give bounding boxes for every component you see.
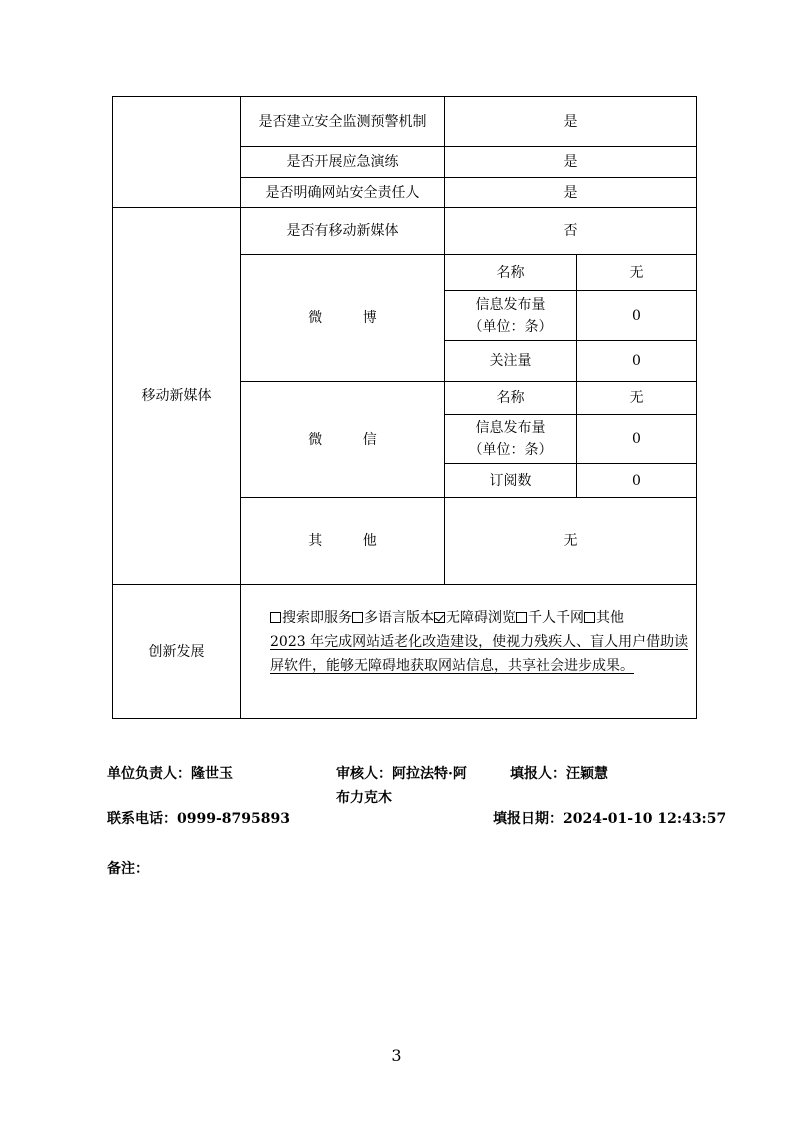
wechat-post-count-label: 信息发布量 （单位：条）	[468, 420, 553, 458]
multilingual-checkbox[interactable]	[352, 612, 363, 623]
remark-label: 备注：	[107, 861, 149, 877]
innovation-description: 2023 年完成网站适老化改造建设，使视力残疾人、盲人用户借助读屏软件，能够无障碍地获取网站信息，共享社会进步成果。	[270, 634, 689, 674]
weibo-post-count-label: 信息发布量 （单位：条）	[468, 296, 553, 335]
innovation-label: 创新发展	[148, 643, 205, 660]
wechat-name-value: 无	[629, 390, 644, 406]
weibo-followers-label: 关注量	[489, 353, 532, 369]
filler: 填报人：汪颖慧	[510, 766, 608, 782]
wechat-subscribers-label: 订阅数	[489, 472, 532, 489]
contact-phone: 联系电话：0999-8795893	[107, 811, 290, 827]
other-option-label: 其他	[596, 610, 624, 626]
security-owner-label: 是否明确网站安全责任人	[265, 184, 420, 201]
wechat-name-label: 名称	[496, 390, 525, 406]
emergency-drill-label: 是否开展应急演练	[286, 154, 399, 170]
wechat-subscribers-value: 0	[632, 472, 641, 489]
personalized-checkbox[interactable]	[516, 612, 527, 623]
innovation-content	[270, 606, 690, 678]
unit-head: 单位负责人：隆世玉	[107, 766, 233, 782]
other-media-value: 无	[563, 533, 578, 549]
weibo-label: 微 博	[308, 310, 395, 326]
weibo-post-count-value: 0	[632, 307, 641, 324]
multilingual-label: 多语言版本	[364, 610, 434, 626]
mobile-media-section-label: 移动新媒体	[141, 388, 212, 404]
weibo-name-label: 名称	[496, 264, 525, 281]
fill-date: 填报日期：2024-01-10 12:43:57	[493, 811, 727, 827]
has-mobile-media-value: 否	[563, 223, 578, 239]
security-owner-value: 是	[563, 184, 578, 201]
other-checkbox[interactable]	[584, 612, 595, 623]
has-mobile-media-label: 是否有移动新媒体	[286, 223, 399, 239]
page-number: 3	[391, 1046, 402, 1065]
accessibility-checkbox[interactable]	[434, 612, 445, 623]
wechat-label: 微 信	[308, 431, 395, 448]
reviewer-line2: 布力克木	[336, 790, 392, 806]
emergency-drill-value: 是	[563, 154, 578, 170]
wechat-post-count-value: 0	[632, 431, 641, 447]
weibo-followers-value: 0	[632, 353, 641, 369]
other-media-label: 其 他	[308, 533, 395, 549]
innovation-options	[270, 610, 624, 626]
warning-mechanism-label: 是否建立安全监测预警机制	[258, 113, 427, 130]
accessibility-label: 无障碍浏览	[446, 610, 516, 626]
search-service-checkbox[interactable]	[270, 612, 281, 623]
reviewer-line1: 审核人：阿拉法特·阿	[336, 766, 467, 782]
search-service-label: 搜索即服务	[282, 610, 352, 626]
warning-mechanism-value: 是	[563, 113, 578, 130]
weibo-name-value: 无	[629, 264, 644, 281]
personalized-label: 千人千网	[528, 610, 584, 626]
